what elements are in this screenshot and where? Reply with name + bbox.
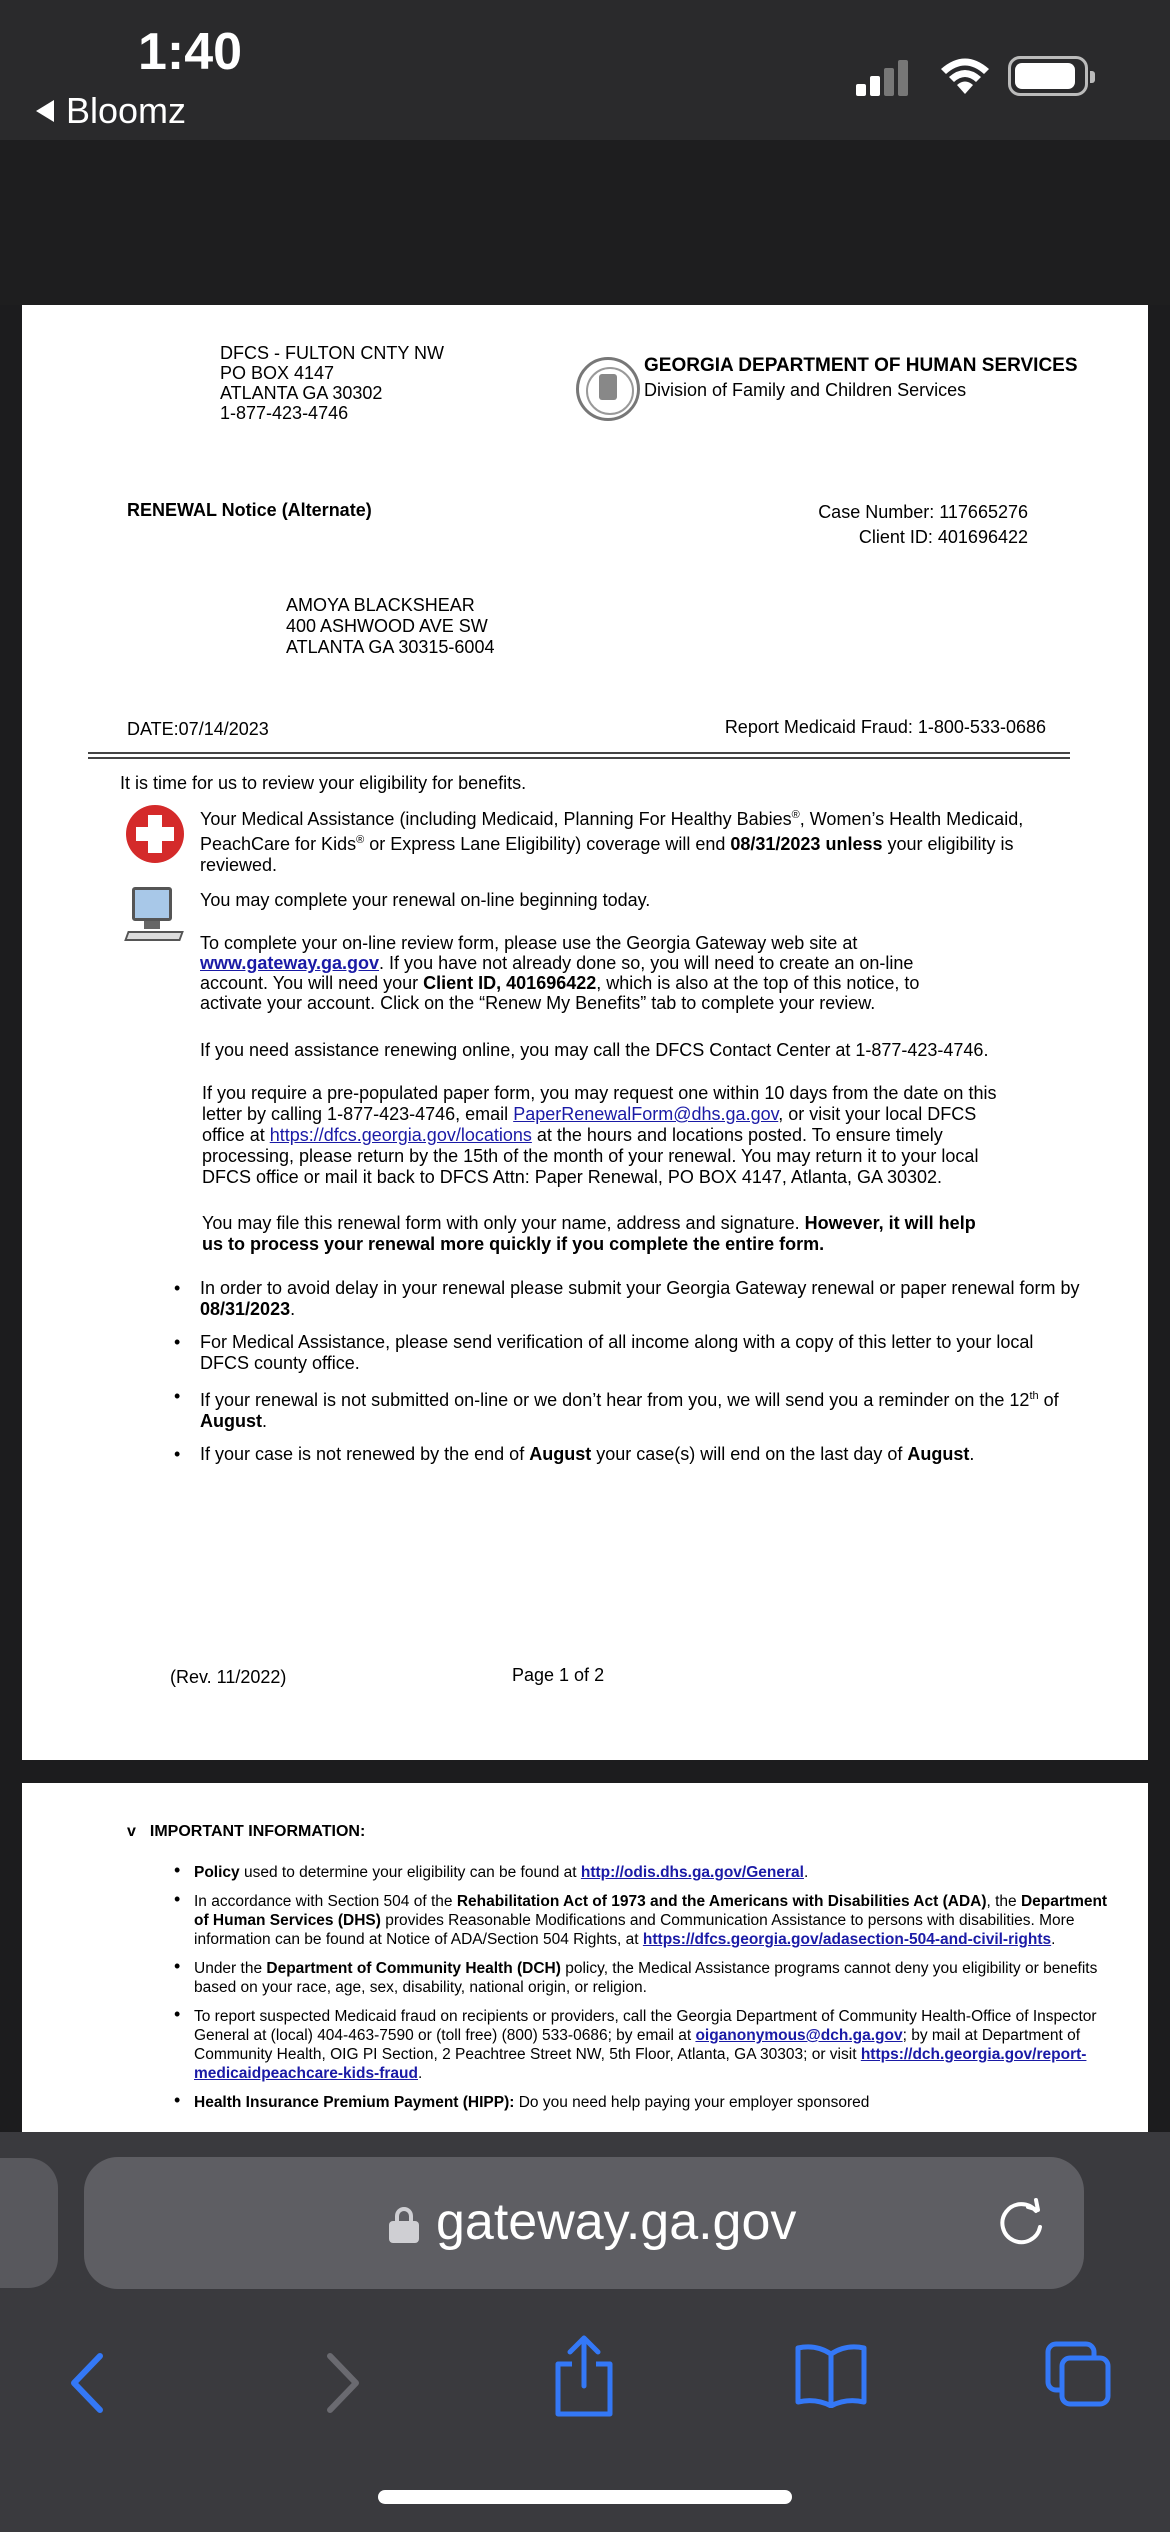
list-item: • If your case is not renewed by the end of August your case(s) will end on the last day of August.	[126, 1444, 1086, 1465]
coverage-paragraph: Your Medical Assistance (including Medicaid, Planning For Healthy Babies®, Women’s Health Medicaid, PeachCare for Kids® or Express Lane Eligibility) coverage will end 08/31/2023 unless your eligibility is reviewed.	[200, 809, 1024, 875]
case-number: Case Number: 117665276	[818, 502, 1028, 522]
bullet-marker: v	[127, 1823, 136, 1840]
divider	[88, 752, 1070, 754]
list-item: • Health Insurance Premium Payment (HIPP): Do you need help paying your employer sponsored	[148, 2093, 1108, 2112]
letter-page-1	[22, 305, 1148, 1760]
back-to-app-button[interactable]	[36, 90, 186, 132]
list-item: • To report suspected Medicaid fraud on recipients or providers, call the Georgia Department of Community Health-Office of Inspector General at (local) 404-463-7590 or (toll free) (800) 533-0686; by email at oiganonymous@dch.ga.gov; by mail at Department of Community Health, OIG PI Section, 2 Peachtree Street NW, 5th Floor, Atlanta, GA 30303; or visit https://dch.georgia.gov/report-medicaidpeachcare-kids-fraud.	[148, 2007, 1108, 2083]
status-bar	[0, 0, 1170, 140]
battery-icon	[1008, 56, 1088, 96]
recipient-line: AMOYA BLACKSHEAR	[286, 595, 475, 615]
assist-text: If you need assistance renewing online, you may call the DFCS Contact Center at 1-877-423-4746.	[200, 1040, 989, 1060]
previous-tab-peek[interactable]	[0, 2158, 58, 2288]
important-info-heading: v IMPORTANT INFORMATION:	[127, 1823, 366, 1840]
lock-icon	[389, 2207, 419, 2241]
status-time: 1:40	[138, 23, 243, 81]
bookmarks-icon[interactable]	[794, 2342, 868, 2408]
back-icon[interactable]	[64, 2348, 114, 2418]
georgia-state-seal-icon	[576, 357, 640, 421]
intro-text: It is time for us to review your eligibility for benefits.	[120, 773, 527, 793]
list-item: • Policy used to determine your eligibility can be found at http://odis.dhs.ga.gov/General.	[148, 1863, 1108, 1882]
sender-line: ATLANTA GA 30302	[220, 383, 383, 403]
sender-address	[220, 343, 444, 423]
cellular-signal-icon	[856, 60, 912, 96]
sender-line: DFCS - FULTON CNTY NW	[220, 343, 444, 363]
back-triangle-icon	[36, 100, 54, 122]
renewal-bullets	[126, 1278, 1086, 1477]
list-item: • Under the Department of Community Health (DCH) policy, the Medical Assistance programs cannot deny you eligibility or benefits based on your race, age, sex, disability, national origin, or religion.	[148, 1959, 1108, 1997]
viewer-background	[0, 140, 1170, 305]
agency-header	[644, 355, 1078, 401]
browser-toolbar	[0, 2328, 1170, 2468]
agency-title: GEORGIA DEPARTMENT OF HUMAN SERVICES	[644, 355, 1078, 376]
list-item: • If your renewal is not submitted on-line or we don’t hear from you, we will send you a reminder on the 12th of August.	[126, 1386, 1086, 1432]
revision-label: (Rev. 11/2022)	[170, 1667, 287, 1687]
browser-bottom-bar	[0, 2132, 1170, 2532]
list-item: • In accordance with Section 504 of the Rehabilitation Act of 1973 and the Americans with Disabilities Act (ADA), the Department of Human Services (DHS) provides Reasonable Modifications and Communication Assistance to persons with disabilities. More information can be found at Notice of ADA/Section 504 Rights, at https://dfcs.georgia.gov/adasection-504-and-civil-rights.	[148, 1892, 1108, 1949]
important-info-list	[148, 1863, 1108, 2122]
sender-line: 1-877-423-4746	[220, 403, 349, 423]
fraud-hotline: Report Medicaid Fraud: 1-800-533-0686	[724, 717, 1046, 737]
medical-cross-icon	[126, 805, 184, 863]
gateway-paragraph: To complete your on-line review form, please use the Georgia Gateway web site at www.gateway.ga.gov. If you have not already done so, you will need to create an on-line account. You will need your Client ID, 401696422, which is also at the top of this notice, to activate your account. Click on the “Renew My Benefits” tab to complete your review.	[200, 933, 920, 1013]
reload-icon[interactable]	[996, 2197, 1046, 2249]
recipient-line: ATLANTA GA 30315-6004	[286, 637, 495, 657]
ada-section-504-link[interactable]: https://dfcs.georgia.gov/adasection-504-and-civil-rights	[642, 1931, 1052, 1948]
gateway-link[interactable]: www.gateway.ga.gov	[200, 953, 380, 973]
forward-icon[interactable]	[316, 2348, 366, 2418]
recipient-address	[286, 595, 494, 658]
sender-line: PO BOX 4147	[220, 363, 335, 383]
online-renewal-text: You may complete your renewal on-line beginning today.	[200, 890, 651, 910]
paper-renewal-email-link[interactable]: PaperRenewalForm@dhs.ga.gov	[513, 1104, 779, 1124]
client-id: Client ID: 401696422	[858, 527, 1028, 547]
back-app-label: Bloomz	[66, 90, 187, 131]
odis-policy-link[interactable]: http://odis.dhs.ga.gov/General	[580, 1864, 804, 1881]
share-icon[interactable]	[552, 2334, 616, 2418]
notice-title: RENEWAL Notice (Alternate)	[127, 500, 372, 520]
address-bar[interactable]	[84, 2157, 1084, 2289]
wifi-icon	[940, 56, 990, 96]
list-item: • In order to avoid delay in your renewal please submit your Georgia Gateway renewal or paper renewal form by 08/31/2023.	[126, 1278, 1086, 1320]
recipient-line: 400 ASHWOOD AVE SW	[286, 616, 488, 636]
home-indicator	[378, 2490, 792, 2504]
tabs-icon[interactable]	[1044, 2340, 1114, 2410]
oig-email-link[interactable]: oiganonymous@dch.ga.gov	[695, 2027, 903, 2044]
medicaid-fraud-link[interactable]: https://dch.georgia.gov/report-medicaidpeachcare-kids-fraud	[194, 2046, 1087, 2082]
computer-icon	[126, 887, 186, 947]
paper-form-paragraph: If you require a pre-populated paper form, you may request one within 10 days from the date on this letter by calling 1-877-423-4746, email PaperRenewalForm@dhs.ga.gov, or visit your local DFCS office at https://dfcs.georgia.gov/locations at the hours and locations posted. To ensure timely processing, please return by the 15th of the month of your renewal. You may return it to your local DFCS office or mail it back to DFCS Attn: Paper Renewal, PO BOX 4147, Atlanta, GA 30302.	[202, 1083, 997, 1187]
page-number: Page 1 of 2	[512, 1665, 605, 1685]
divider	[88, 757, 1070, 759]
list-item: • For Medical Assistance, please send verification of all income along with a copy of this letter to your local DFCS county office.	[126, 1332, 1086, 1374]
file-paragraph: You may file this renewal form with only your name, address and signature. However, it will help us to process your renewal more quickly if you complete the entire form.	[202, 1213, 976, 1254]
url-text: gateway.ga.gov	[436, 2193, 797, 2251]
case-info	[818, 500, 1028, 550]
dfcs-locations-link[interactable]: https://dfcs.georgia.gov/locations	[269, 1125, 532, 1145]
agency-subtitle: Division of Family and Children Services	[644, 380, 967, 400]
notice-date: DATE:07/14/2023	[127, 719, 269, 739]
